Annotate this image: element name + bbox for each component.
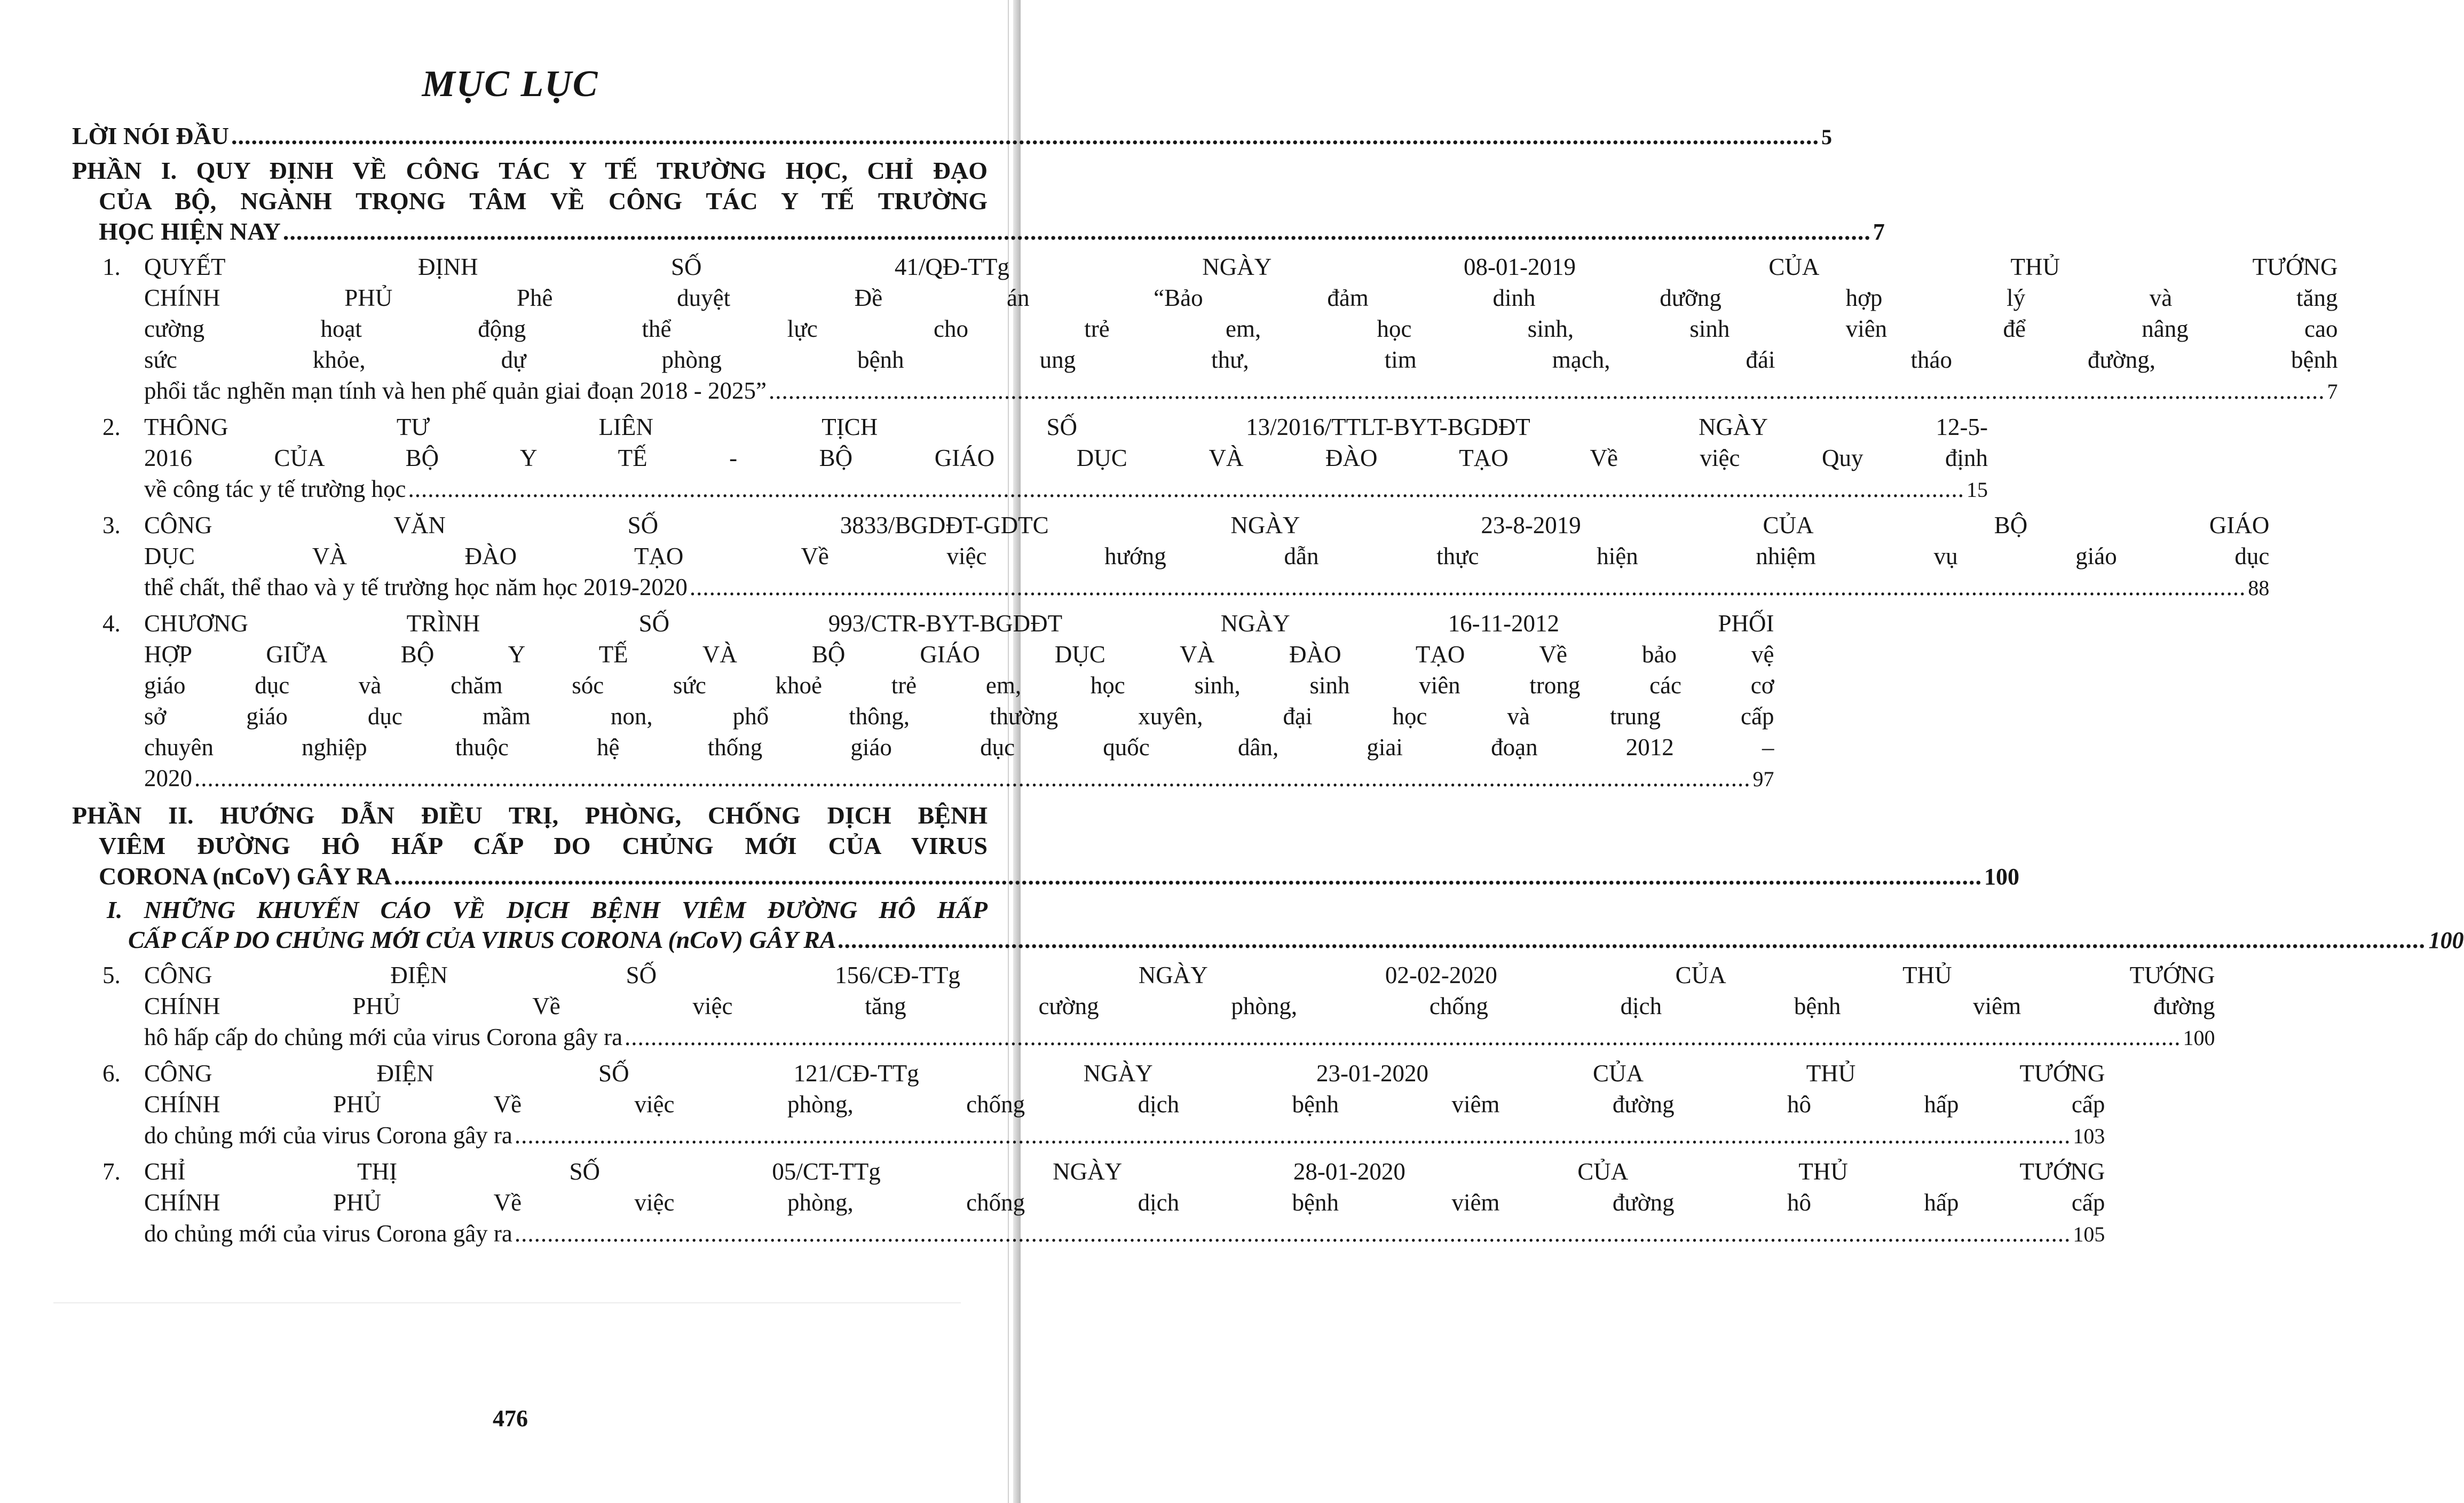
toc-entry-line: hô hấp cấp do chủng mới của virus Corona gây ra <box>144 1024 623 1050</box>
toc-part-1-page: 7 <box>1873 219 1885 245</box>
toc-entry-line: cường hoạt động thể lực cho trẻ em, học sinh, sinh viên để nâng cao <box>144 315 2338 342</box>
dot-leader <box>394 861 1982 891</box>
toc-entry-number: 4. <box>102 610 121 637</box>
toc-entry-number: 5. <box>102 962 121 988</box>
dot-leader <box>515 1218 2071 1249</box>
toc-entry-1[interactable] <box>72 251 2338 407</box>
toc-entry-page: 103 <box>2073 1124 2105 1148</box>
toc-subsection-1[interactable] <box>72 895 2464 955</box>
toc-part-1-line: CỦA BỘ, NGÀNH TRỌNG TÂM VỀ CÔNG TÁC Y TẾ TRƯỜNG <box>99 187 988 215</box>
page-title: MỤC LỤC <box>422 64 599 105</box>
toc-entry-line: giáo dục và chăm sóc sức khoẻ trẻ em, học sinh, sinh viên trong các cơ <box>144 672 1774 699</box>
toc-entry-page: 105 <box>2073 1222 2105 1246</box>
toc-entry-number: 7. <box>102 1158 121 1185</box>
toc-entry-line: DỤC VÀ ĐÀO TẠO Về việc hướng dẫn thực hiện nhiệm vụ giáo dục <box>144 543 2270 569</box>
toc-entry-number: 1. <box>102 254 121 280</box>
dot-leader <box>625 1022 2181 1053</box>
toc-entry-line: CÔNG VĂN SỐ 3833/BGDĐT-GDTC NGÀY 23-8-2019 CỦA BỘ GIÁO <box>144 512 2270 539</box>
toc-entry-line: phổi tắc nghẽn mạn tính và hen phế quản giai đoạn 2018 - 2025” <box>144 377 767 404</box>
page-number: 476 <box>493 1405 528 1431</box>
toc-part-2-line: VIÊM ĐƯỜNG HÔ HẤP CẤP DO CHỦNG MỚI CỦA VIRUS <box>99 832 988 859</box>
toc-entry-line: HỢP GIỮA BỘ Y TẾ VÀ BỘ GIÁO DỤC VÀ ĐÀO TẠO Về bảo vệ <box>144 641 1774 668</box>
toc-entry-line: 2016 CỦA BỘ Y TẾ - BỘ GIÁO DỤC VÀ ĐÀO TẠO Về việc Quy định <box>144 445 1988 471</box>
toc-entry-6[interactable] <box>72 1058 2105 1152</box>
toc-entry-line: thể chất, thể thao và y tế trường học năm học 2019-2020 <box>144 574 688 600</box>
dot-leader <box>515 1120 2071 1151</box>
toc-entry-line: sở giáo dục mầm non, phổ thông, thường xuyên, đại học và trung cấp <box>144 703 1774 730</box>
footnote-rule <box>53 1302 961 1303</box>
toc-entry-line: CHÍNH PHỦ Về việc tăng cường phòng, chống dịch bệnh viêm đường <box>144 993 2215 1019</box>
toc-entry-3[interactable] <box>72 510 2270 604</box>
toc-part-2-line: CORONA (nCoV) GÂY RA <box>99 863 392 890</box>
toc-part-1[interactable] <box>72 155 1885 247</box>
toc-entry-line: QUYẾT ĐỊNH SỐ 41/QĐ-TTg NGÀY 08-01-2019 CỦA THỦ TƯỚNG <box>144 254 2338 280</box>
toc-entry-5[interactable] <box>72 960 2215 1054</box>
dot-leader <box>690 572 2246 603</box>
toc-part-2-page: 100 <box>1984 864 2020 890</box>
toc-entry-page: 7 <box>2327 379 2338 404</box>
toc-entry-line: CHỈ THỊ SỐ 05/CT-TTg NGÀY 28-01-2020 CỦA THỦ TƯỚNG <box>144 1158 2105 1185</box>
dot-leader <box>839 925 2427 955</box>
toc-content <box>72 120 2464 1250</box>
toc-entry-line: CHÍNH PHỦ Về việc phòng, chống dịch bệnh viêm đường hô hấp cấp <box>144 1091 2105 1118</box>
toc-entry-line: do chủng mới của virus Corona gây ra <box>144 1122 512 1149</box>
toc-entry-line: CHÍNH PHỦ Về việc phòng, chống dịch bệnh viêm đường hô hấp cấp <box>144 1189 2105 1216</box>
toc-preface-label: LỜI NÓI ĐẦU <box>72 122 229 149</box>
toc-entry-number: 2. <box>102 414 121 440</box>
toc-entry-line: THÔNG TƯ LIÊN TỊCH SỐ 13/2016/TTLT-BYT-BGDĐT NGÀY 12-5- <box>144 414 1988 440</box>
toc-preface[interactable] <box>72 120 1832 153</box>
toc-part-1-line: PHẦN I. QUY ĐỊNH VỀ CÔNG TÁC Y TẾ TRƯỜNG HỌC, CHỈ ĐẠO <box>72 157 988 184</box>
toc-entry-line: sức khỏe, dự phòng bệnh ung thư, tim mạch, đái tháo đường, bệnh <box>144 346 2338 373</box>
dot-leader <box>408 473 1965 504</box>
toc-entry-line: chuyên nghiệp thuộc hệ thống giáo dục quốc dân, giai đoạn 2012 – <box>144 734 1774 761</box>
toc-entry-number: 3. <box>102 512 121 539</box>
dot-leader <box>231 120 1819 152</box>
toc-entry-line: do chủng mới của virus Corona gây ra <box>144 1220 512 1247</box>
dot-leader <box>769 375 2325 406</box>
toc-entry-page: 15 <box>1967 478 1988 502</box>
toc-entry-page: 100 <box>2183 1026 2215 1050</box>
toc-entry-4[interactable] <box>72 608 1774 795</box>
toc-entry-line: CÔNG ĐIỆN SỐ 121/CĐ-TTg NGÀY 23-01-2020 CỦA THỦ TƯỚNG <box>144 1060 2105 1087</box>
toc-entry-line: CHƯƠNG TRÌNH SỐ 993/CTR-BYT-BGDĐT NGÀY 16-11-2012 PHỐI <box>144 610 1774 637</box>
toc-entry-page: 97 <box>1752 767 1774 791</box>
toc-subsection-line: I. NHỮNG KHUYẾN CÁO VỀ DỊCH BỆNH VIÊM ĐƯỜNG HÔ HẤP <box>107 896 988 923</box>
toc-part-1-line: HỌC HIỆN NAY <box>99 218 281 245</box>
toc-entry-line: CHÍNH PHỦ Phê duyệt Đề án “Bảo đảm dinh dưỡng hợp lý và tăng <box>144 284 2338 311</box>
toc-part-2-line: PHẦN II. HƯỚNG DẪN ĐIỀU TRỊ, PHÒNG, CHỐNG DỊCH BỆNH <box>72 802 988 829</box>
toc-entry-number: 6. <box>102 1060 121 1087</box>
toc-entry-7[interactable] <box>72 1156 2105 1250</box>
dot-leader <box>283 216 1871 247</box>
toc-subsection-line: CẤP CẤP DO CHỦNG MỚI CỦA VIRUS CORONA (nCoV) GÂY RA <box>128 926 836 953</box>
toc-subsection-page: 100 <box>2428 927 2464 953</box>
toc-entry-line: 2020 <box>144 765 192 792</box>
dot-leader <box>194 763 1751 794</box>
toc-preface-page: 5 <box>1821 125 1832 149</box>
toc-entry-line: về công tác y tế trường học <box>144 476 406 502</box>
toc-entry-page: 88 <box>2248 576 2270 600</box>
toc-entry-line: CÔNG ĐIỆN SỐ 156/CĐ-TTg NGÀY 02-02-2020 CỦA THỦ TƯỚNG <box>144 962 2215 988</box>
toc-entry-2[interactable] <box>72 412 1988 505</box>
toc-part-2[interactable] <box>72 800 2020 892</box>
